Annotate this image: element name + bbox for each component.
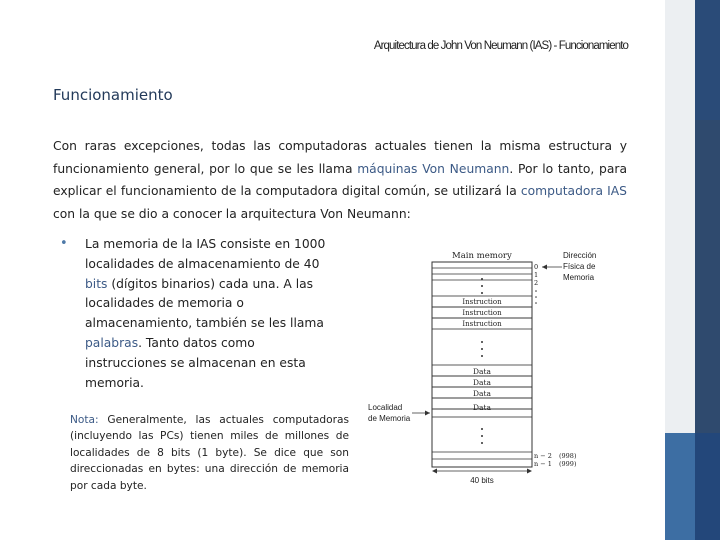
word-width-label: 40 bits: [470, 476, 494, 485]
ellipsis-dot: [481, 292, 483, 294]
bullet-item: [60, 235, 345, 393]
bullet-text-2: (dígitos binarios) cada una. A las localidades de memoria o almacenamiento, también se les llama: [85, 276, 324, 331]
address-label: 0: [534, 263, 539, 271]
ellipsis-dot: [481, 278, 483, 280]
note-text: Generalmente, las actuales computadoras (incluyendo las PCs) tienen miles de millones de localidades de 8 bits (1 byte). Se dice que son direccionadas en bytes: una dirección de memoria por cada byte.: [70, 414, 349, 492]
arrow-head-icon: [432, 469, 437, 474]
bullet-text-3: . Tanto datos como instrucciones se almacenan en esta memoria.: [85, 335, 306, 390]
memory-title: Main memory: [452, 251, 512, 261]
intro-paragraph: [53, 135, 627, 225]
address-label: (999): [559, 460, 577, 468]
intro-highlight-ias: computadora IAS: [520, 184, 627, 198]
memory-location-label: Localidad: [368, 403, 403, 412]
bullet-highlight-bits: bits: [85, 276, 108, 291]
cell-label: Data: [473, 389, 491, 398]
note-label: Nota:: [70, 414, 99, 426]
ellipsis-dot: [535, 290, 537, 292]
address-label: 1: [534, 271, 539, 279]
cell-label: Instruction: [462, 309, 502, 317]
cell-label: Data: [473, 378, 491, 387]
decorative-block-bottom-dark: [695, 433, 720, 540]
ellipsis-dot: [481, 285, 483, 287]
physical-address-label: Memoria: [563, 273, 595, 282]
intro-text-3: con la que se dio a conocer la arquitectura Von Neumann:: [53, 206, 411, 221]
physical-address-label: Física de: [563, 262, 596, 271]
ellipsis-dot: [481, 341, 483, 343]
address-label: 2: [534, 279, 539, 287]
ellipsis-dot: [535, 302, 537, 304]
ellipsis-dot: [481, 435, 483, 437]
memory-diagram-svg: [362, 224, 620, 500]
ellipsis-dot: [481, 348, 483, 350]
slide-header-title: Arquitectura de John Von Neumann (IAS) - Funcionamiento: [373, 40, 628, 52]
bullet-highlight-palabras: palabras: [85, 335, 139, 350]
arrow-head-icon: [425, 411, 430, 416]
cell-label: Instruction: [462, 320, 502, 328]
bullet-marker: •: [60, 236, 68, 251]
note-paragraph: [70, 412, 349, 494]
memory-location-label: de Memoria: [368, 414, 411, 423]
cell-label: Data: [473, 403, 491, 412]
bullet-text-1: La memoria de la IAS consiste en 1000 localidades de almacenamiento de 40: [85, 237, 326, 271]
address-label: (998): [559, 452, 577, 460]
ellipsis-dot: [481, 442, 483, 444]
address-label: n − 1: [534, 460, 552, 468]
memory-diagram: [362, 224, 620, 500]
arrow-head-icon: [542, 265, 547, 270]
intro-highlight-von-neumann: máquinas Von Neumann: [357, 161, 510, 176]
intro-text-2: . Por lo tanto, para explicar el funcionamiento de la computadora digital común, se utilizará la: [53, 161, 627, 198]
ellipsis-dot: [481, 428, 483, 430]
decorative-block-top: [695, 0, 720, 120]
physical-address-label: Dirección: [563, 251, 597, 260]
arrow-head-icon: [527, 469, 532, 474]
address-label: n − 2: [534, 452, 552, 460]
section-heading: Funcionamiento: [53, 86, 173, 104]
cell-label: Instruction: [462, 298, 502, 306]
cell-label: Data: [473, 367, 491, 376]
bullet-text: [85, 235, 340, 393]
ellipsis-dot: [481, 355, 483, 357]
intro-text-1: Con raras excepciones, todas las computadoras actuales tienen la misma estructura y funcionamiento general, por lo que se les llama: [53, 139, 627, 176]
ellipsis-dot: [535, 296, 537, 298]
